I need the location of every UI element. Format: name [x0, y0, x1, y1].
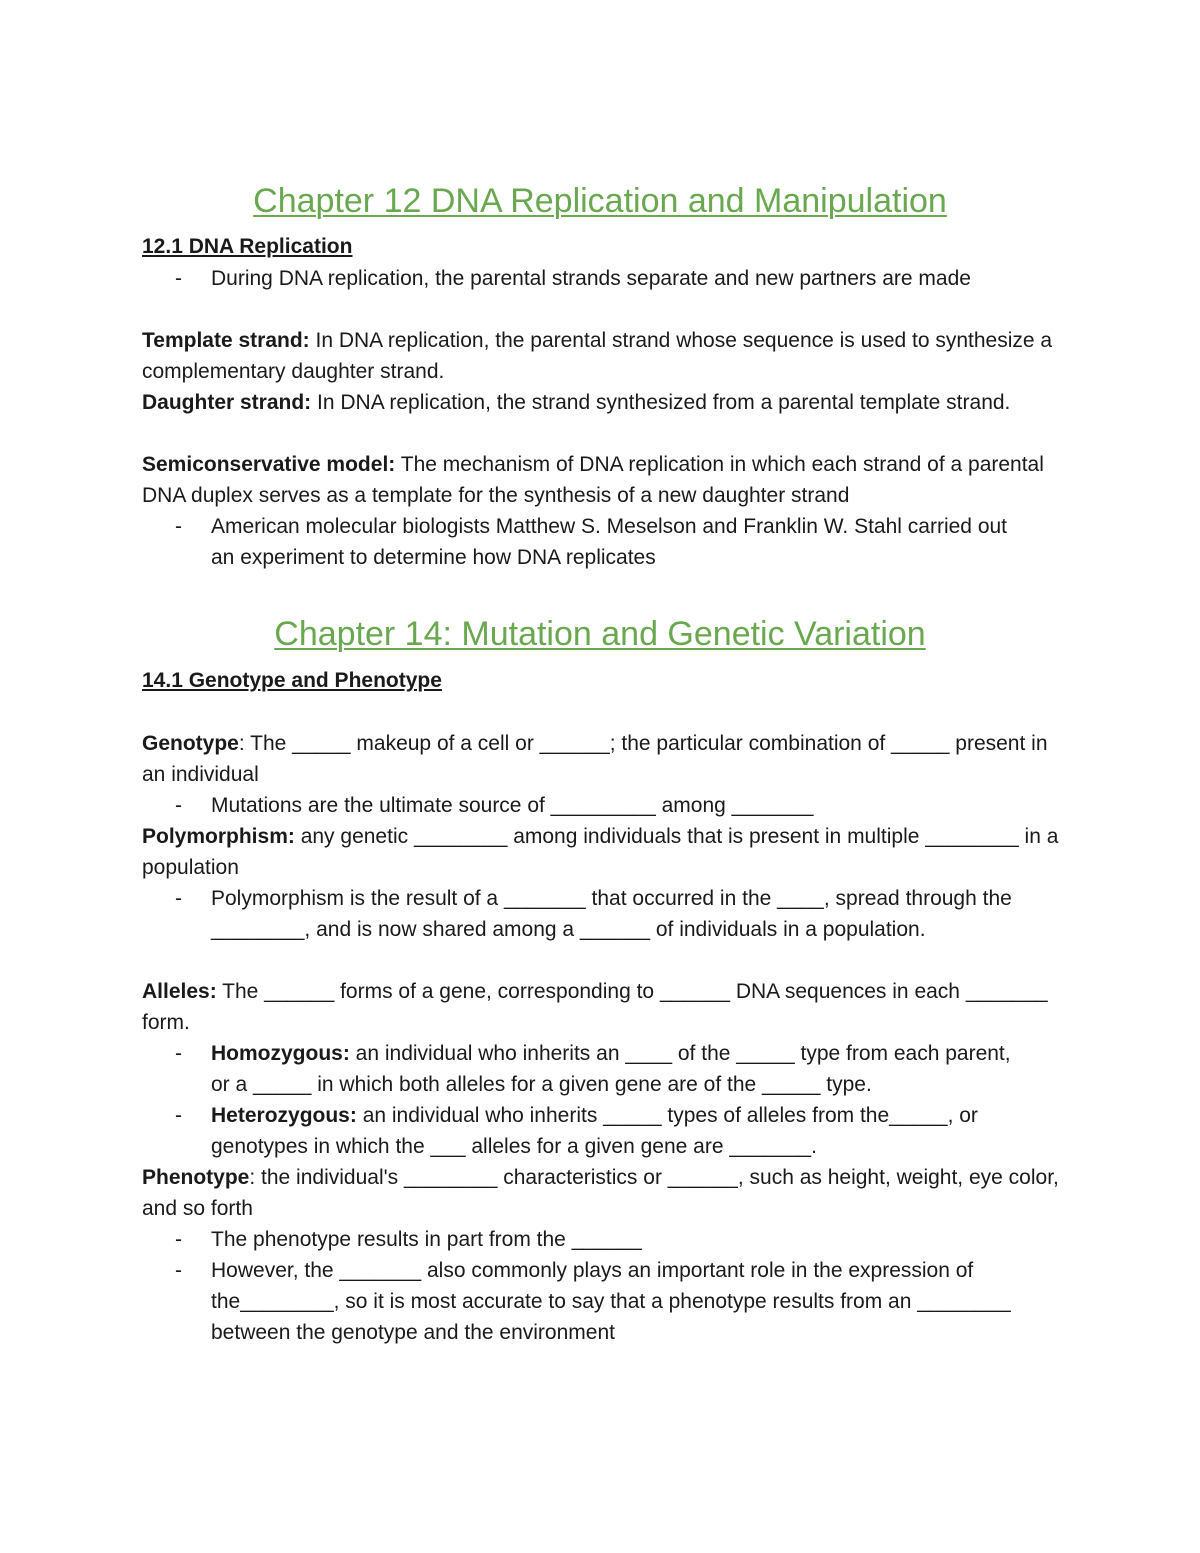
bullet-text: However, the _______ also commonly plays an important role in the expression of the________, so it is most accurate to say that a phenotype results from an ________ between the genotype and the environment: [211, 1259, 1011, 1344]
term-definition: In DNA replication, the parental strand whose sequence is used to synthesize a complementary daughter strand.: [142, 329, 1053, 383]
list-item: [175, 790, 1035, 821]
bullet-dash: -: [175, 1259, 182, 1282]
term-label: Homozygous:: [211, 1042, 350, 1065]
bullet-text: Mutations are the ultimate source of _________ among _______: [211, 794, 814, 817]
definition-phenotype: [142, 1162, 1072, 1224]
bullet-dash: -: [175, 794, 182, 817]
term-definition: The ______ forms of a gene, corresponding to ______ DNA sequences in each _______ form.: [142, 980, 1048, 1034]
bullet-dash: -: [175, 1228, 182, 1251]
section-12-1-title: 12.1 DNA Replication: [142, 235, 353, 258]
bullet-text: Polymorphism is the result of a _______ that occurred in the ____, spread through the ________, and is now shared among a ______ of individuals in a population.: [211, 887, 1012, 941]
list-item: [175, 883, 1035, 945]
definition-polymorphism: [142, 821, 1072, 883]
definition-daughter-strand: [142, 387, 1072, 418]
term-definition: any genetic ________ among individuals that is present in multiple ________ in a population: [142, 825, 1059, 879]
section-14-1-title: 14.1 Genotype and Phenotype: [142, 669, 442, 692]
bullet-dash: -: [175, 1042, 182, 1065]
definition-template-strand: [142, 325, 1072, 387]
bullet-text: American molecular biologists Matthew S. Meselson and Franklin W. Stahl carried out an experiment to determine how DNA replicates: [211, 515, 1008, 569]
term-label: Semiconservative model:: [142, 453, 396, 476]
definition-alleles: [142, 976, 1072, 1038]
chapter-14-title: Chapter 14: Mutation and Genetic Variation: [274, 615, 926, 653]
chapter-12-title: Chapter 12 DNA Replication and Manipulation: [253, 182, 947, 220]
bullet-dash: -: [175, 1104, 182, 1127]
term-definition: The mechanism of DNA replication in which each strand of a parental DNA duplex serves as a template for the synthesis of a new daughter strand: [142, 453, 1044, 507]
list-item: [175, 263, 1035, 294]
term-label: Heterozygous:: [211, 1104, 357, 1127]
term-label: Alleles:: [142, 980, 217, 1003]
term-definition: In DNA replication, the strand synthesized from a parental template strand.: [311, 391, 1011, 414]
bullet-dash: -: [175, 887, 182, 910]
list-item: [175, 511, 1035, 573]
bullet-dash: -: [175, 267, 182, 290]
list-item: [175, 1224, 1035, 1255]
list-item: [175, 1255, 1035, 1348]
term-label: Phenotype: [142, 1166, 250, 1189]
bullet-text: The phenotype results in part from the ______: [211, 1228, 642, 1251]
bullet-text: During DNA replication, the parental strands separate and new partners are made: [211, 267, 971, 290]
term-label: Template strand:: [142, 329, 310, 352]
list-item: [175, 1100, 1035, 1162]
term-definition: an individual who inherits _____ types of alleles from the_____, or genotypes in which the ___ alleles for a given gene are _______.: [211, 1104, 978, 1158]
bullet-text: [211, 1100, 1035, 1162]
term-label: Daughter strand:: [142, 391, 312, 414]
definition-genotype: [142, 728, 1072, 790]
term-label: Polymorphism:: [142, 825, 295, 848]
term-definition: an individual who inherits an ____ of the _____ type from each parent, or a _____ in which both alleles for a given gene are of the _____ type.: [211, 1042, 1011, 1096]
term-definition: : The _____ makeup of a cell or ______; the particular combination of _____ present in an individual: [142, 732, 1048, 786]
term-label: Genotype: [142, 732, 239, 755]
bullet-text: [211, 1038, 1035, 1100]
definition-semiconservative-model: [142, 449, 1072, 511]
list-item: [175, 1038, 1035, 1100]
term-definition: : the individual's ________ characteristics or ______, such as height, weight, eye color, and so forth: [142, 1166, 1059, 1220]
bullet-dash: -: [175, 515, 182, 538]
